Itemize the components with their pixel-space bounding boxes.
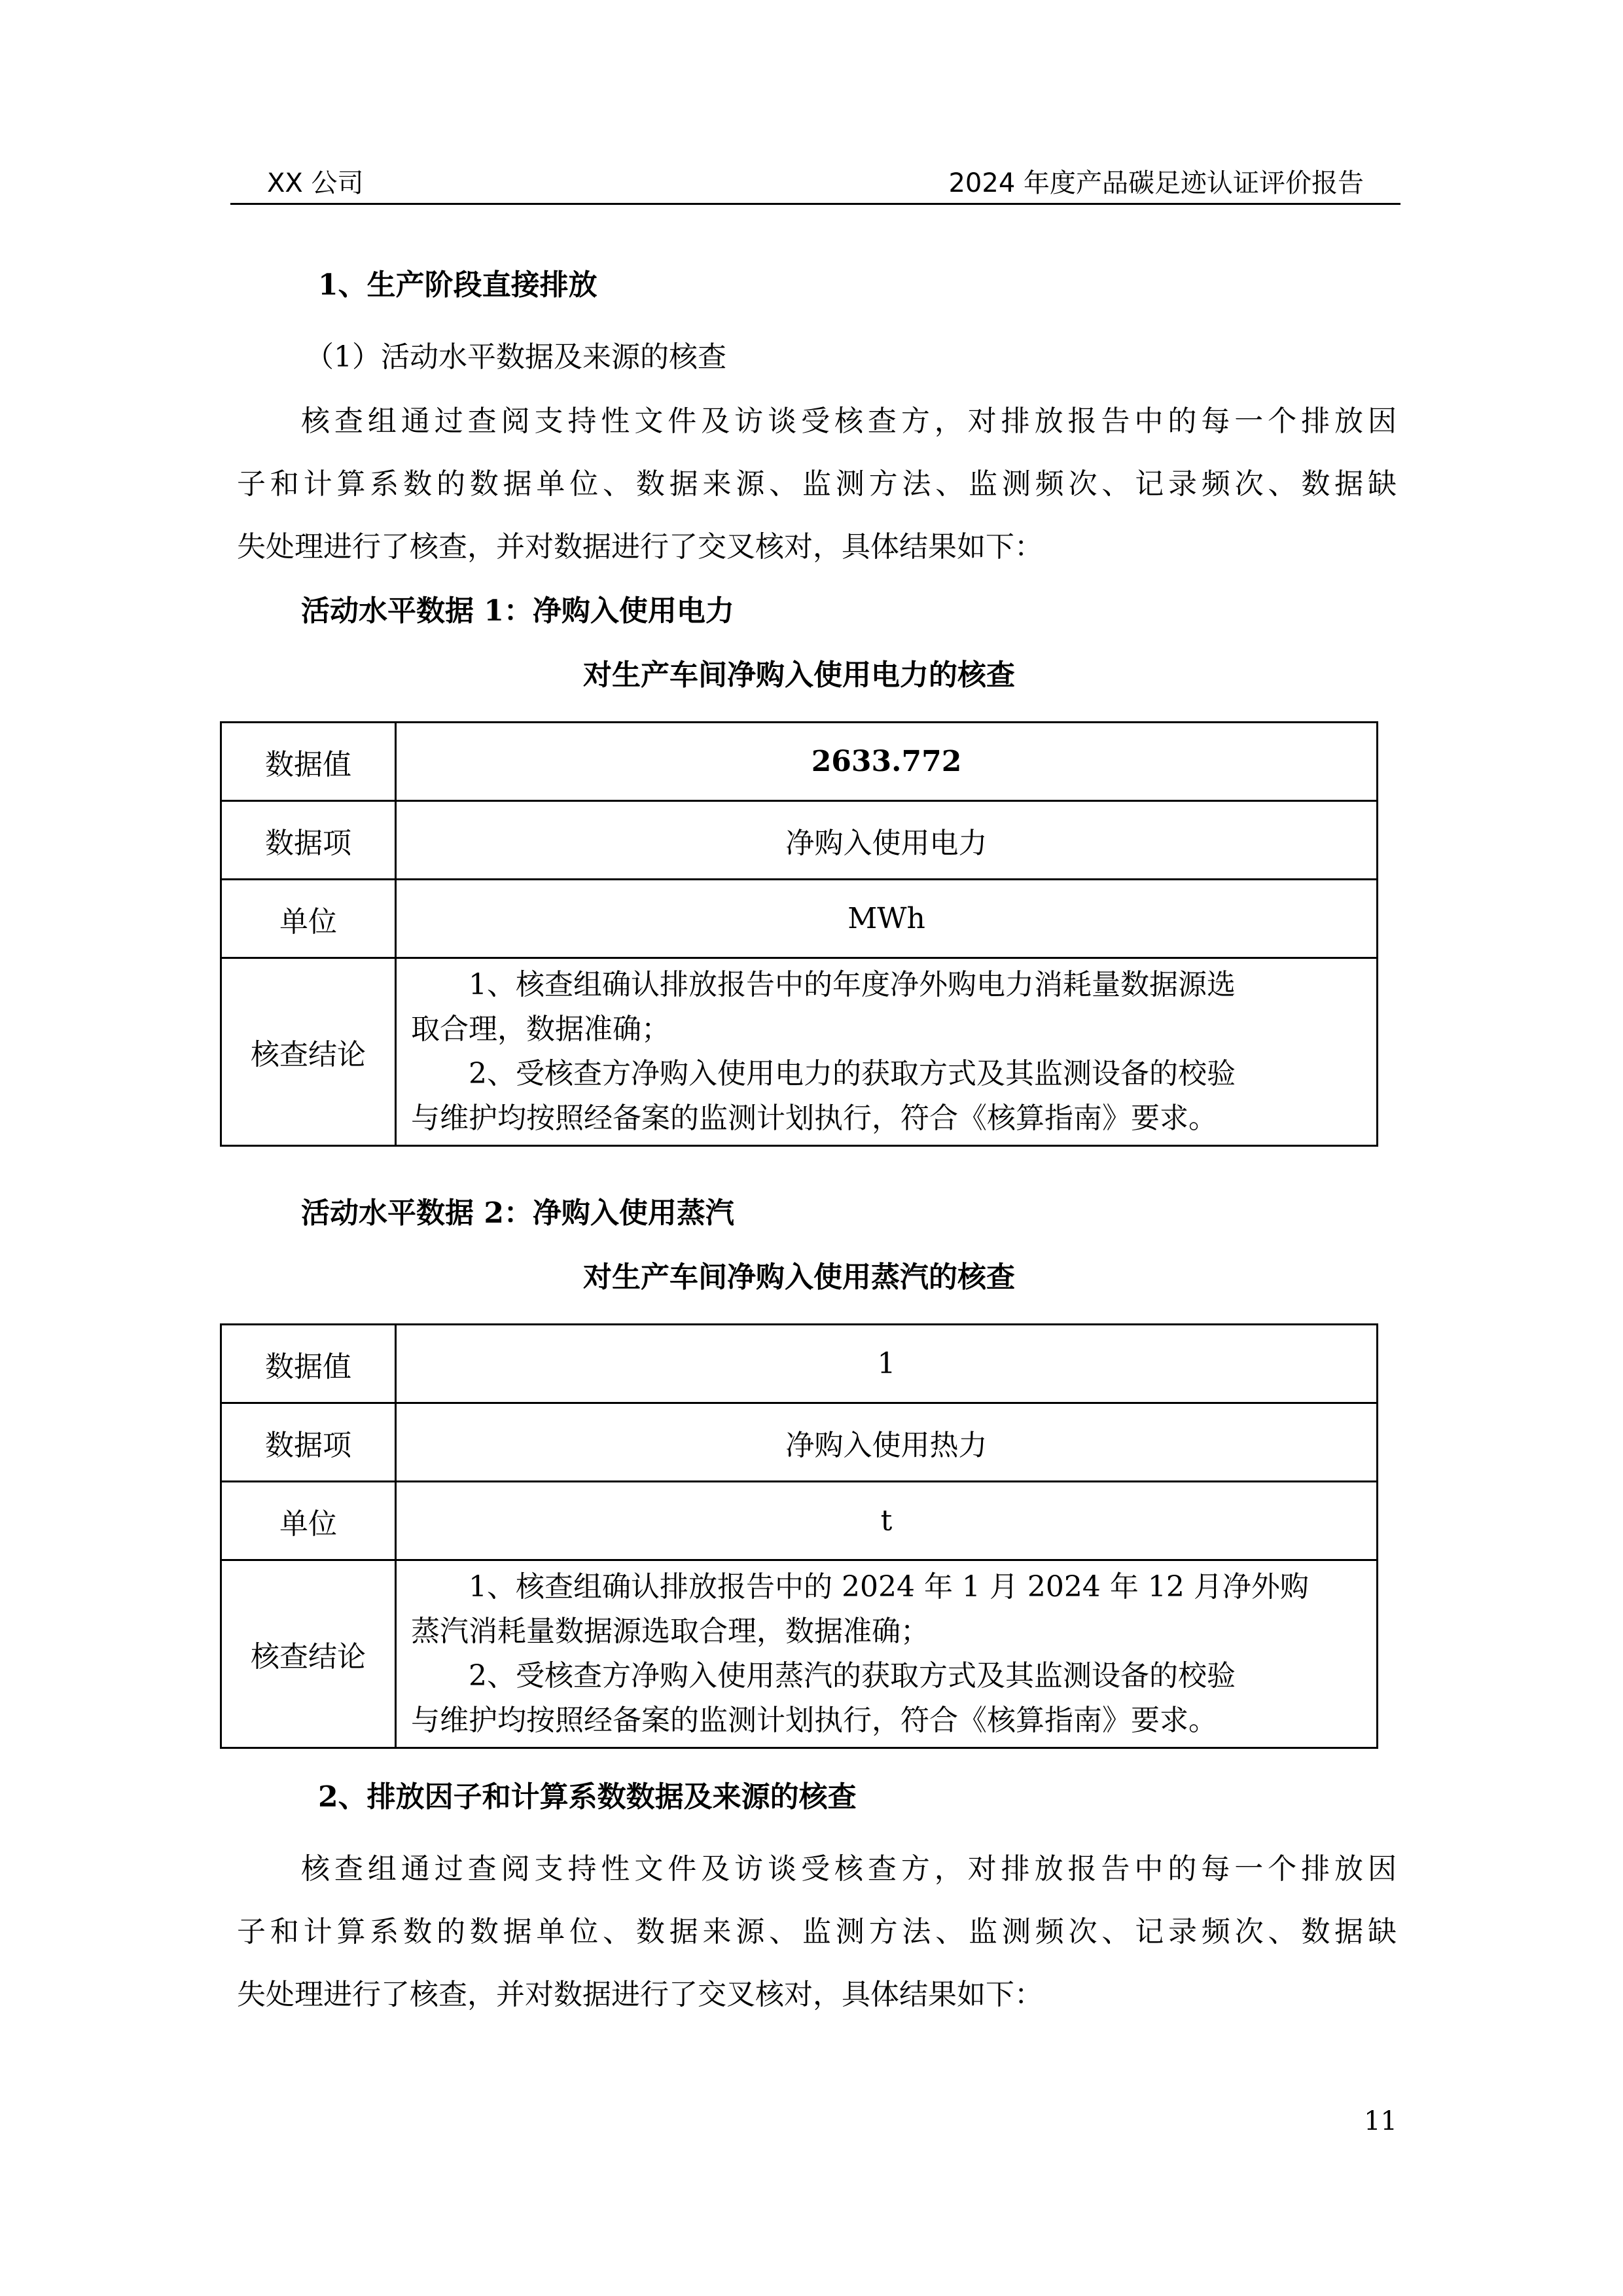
data-item-cell: 净购入使用热力 bbox=[396, 1403, 1378, 1482]
row-label: 单位 bbox=[221, 880, 396, 958]
table-row bbox=[221, 1560, 1378, 1748]
table-row bbox=[221, 723, 1378, 801]
row-label: 单位 bbox=[221, 1482, 396, 1560]
data-item-cell: 净购入使用电力 bbox=[396, 801, 1378, 880]
conclusion-line: 1、核查组确认排放报告中的 2024 年 1 月 2024 年 12 月净外购 bbox=[469, 1570, 1309, 1604]
row-label: 数据值 bbox=[221, 723, 396, 801]
section2-intro-line-1: 核查组通过查阅支持性文件及访谈受核查方，对排放报告中的每一个排放因 bbox=[301, 1852, 1397, 1886]
section2-heading: 2、排放因子和计算系数数据及来源的核查 bbox=[318, 1780, 857, 1814]
table-row bbox=[221, 1482, 1378, 1560]
conclusion-line: 2、受核查方净购入使用蒸汽的获取方式及其监测设备的校验 bbox=[469, 1659, 1236, 1693]
header-report-title: 2024 年度产品碳足迹认证评价报告 bbox=[948, 168, 1364, 198]
table-row bbox=[221, 1325, 1378, 1403]
row-label: 数据项 bbox=[221, 801, 396, 880]
conclusion-line: 取合理，数据准确； bbox=[411, 1013, 670, 1046]
section2-intro-line-3: 失处理进行了核查，并对数据进行了交叉核对，具体结果如下： bbox=[237, 1978, 1043, 2011]
table-row bbox=[221, 880, 1378, 958]
table-row bbox=[221, 801, 1378, 880]
header-company: XX 公司 bbox=[267, 168, 364, 198]
page-number: 11 bbox=[1364, 2106, 1397, 2136]
section2-intro-line-2: 子和计算系数的数据单位、数据来源、监测方法、监测频次、记录频次、数据缺 bbox=[237, 1915, 1397, 1948]
activity1-table bbox=[220, 721, 1378, 1147]
conclusion-line: 2、受核查方净购入使用电力的获取方式及其监测设备的校验 bbox=[469, 1057, 1236, 1090]
unit-cell: MWh bbox=[396, 880, 1378, 958]
conclusion-line: 1、核查组确认排放报告中的年度净外购电力消耗量数据源选 bbox=[469, 968, 1236, 1001]
page-header bbox=[230, 156, 1400, 205]
table-row bbox=[221, 958, 1378, 1146]
section1-subheading: （1）活动水平数据及来源的核查 bbox=[305, 340, 726, 374]
conclusion-line: 与维护均按照经备案的监测计划执行，符合《核算指南》要求。 bbox=[411, 1102, 1217, 1135]
section1-heading: 1、生产阶段直接排放 bbox=[318, 268, 597, 302]
conclusion-line: 蒸汽消耗量数据源选取合理，数据准确； bbox=[411, 1615, 929, 1648]
conclusion-label: 核查结论 bbox=[221, 958, 396, 1146]
data-value-cell: 1 bbox=[396, 1325, 1378, 1403]
activity2-title: 活动水平数据 2：净购入使用蒸汽 bbox=[301, 1196, 734, 1230]
conclusion-label: 核查结论 bbox=[221, 1560, 396, 1748]
activity1-title: 活动水平数据 1：净购入使用电力 bbox=[301, 594, 734, 628]
section1-intro-line-1: 核查组通过查阅支持性文件及访谈受核查方，对排放报告中的每一个排放因 bbox=[301, 404, 1397, 438]
conclusion-line: 与维护均按照经备案的监测计划执行，符合《核算指南》要求。 bbox=[411, 1704, 1217, 1737]
row-label: 数据值 bbox=[221, 1325, 396, 1403]
activity1-table-caption: 对生产车间净购入使用电力的核查 bbox=[583, 658, 1015, 692]
data-value-cell: 2633.772 bbox=[396, 723, 1378, 801]
table-row bbox=[221, 1403, 1378, 1482]
activity2-table-caption: 对生产车间净购入使用蒸汽的核查 bbox=[583, 1261, 1015, 1294]
activity2-table bbox=[220, 1323, 1378, 1749]
section1-intro-line-2: 子和计算系数的数据单位、数据来源、监测方法、监测频次、记录频次、数据缺 bbox=[237, 467, 1397, 501]
conclusion-cell bbox=[396, 958, 1378, 1146]
row-label: 数据项 bbox=[221, 1403, 396, 1482]
section1-intro-line-3: 失处理进行了核查，并对数据进行了交叉核对，具体结果如下： bbox=[237, 530, 1043, 564]
unit-cell: t bbox=[396, 1482, 1378, 1560]
conclusion-cell bbox=[396, 1560, 1378, 1748]
